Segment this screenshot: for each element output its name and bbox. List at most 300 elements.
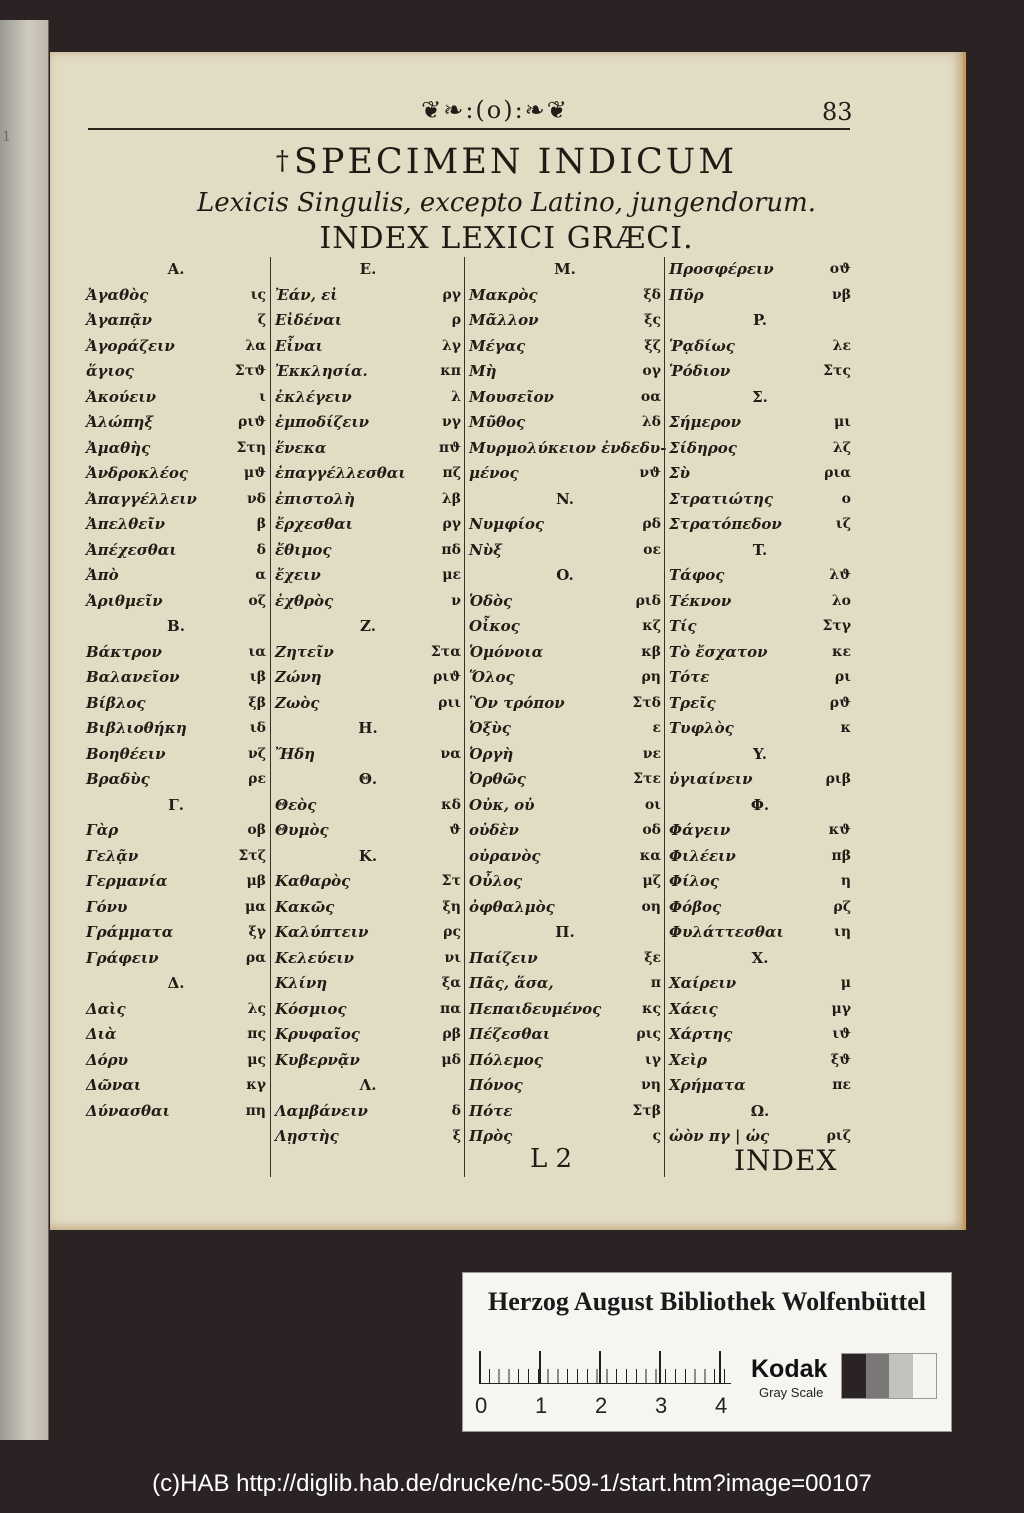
index-letter-heading xyxy=(82,257,270,283)
letter-heading-text: T. xyxy=(752,540,768,559)
index-page-ref: ιγ xyxy=(644,1051,661,1068)
index-page-ref: οϑ xyxy=(829,261,851,277)
index-page-ref: ριϑ xyxy=(433,669,461,685)
index-page-ref: ρια xyxy=(824,465,851,481)
index-page-ref: ρδ xyxy=(642,516,661,532)
headpiece-ornament: ❦❧:(o):❧❦ xyxy=(421,96,569,124)
dagger-mark: † xyxy=(275,146,292,176)
index-page-ref: ργ xyxy=(442,516,461,532)
index-entry xyxy=(465,971,665,997)
index-page-ref: πδ xyxy=(441,541,461,558)
letter-heading-text: M. xyxy=(554,260,576,278)
index-word: Ῥᾳδίως xyxy=(669,336,735,355)
index-word: ἅγιος xyxy=(86,362,134,380)
index-word: Χαίρειν xyxy=(669,974,737,992)
index-page-ref: νϑ xyxy=(639,465,661,481)
index-page-ref: κζ xyxy=(642,618,661,634)
library-label xyxy=(462,1272,952,1432)
index-page-ref: ξδ xyxy=(643,286,661,303)
letter-heading-text: Ω. xyxy=(750,1101,770,1120)
index-page-ref: λα xyxy=(245,337,266,354)
index-page-ref: Στϑ xyxy=(234,363,266,379)
index-word: Βραδὺς xyxy=(86,770,150,788)
index-entry xyxy=(271,461,465,487)
index-word: ὀφθαλμὸς xyxy=(469,897,555,916)
index-page-ref: ξς xyxy=(644,312,661,328)
index-entry xyxy=(82,308,270,334)
index-entry xyxy=(82,767,270,793)
index-page-ref: ριζ xyxy=(826,1128,851,1144)
kodak-logo: Kodak xyxy=(751,1355,828,1383)
signature-mark: L 2 xyxy=(530,1144,573,1174)
index-page-ref: νδ xyxy=(246,490,266,507)
index-word: Σὺ xyxy=(669,464,691,482)
index-page-ref: ις xyxy=(250,286,266,303)
index-page-ref: η xyxy=(840,873,851,889)
index-page-ref: οδ xyxy=(642,822,661,838)
index-page-ref: ν xyxy=(451,592,461,609)
gray-patch xyxy=(913,1354,937,1398)
index-entry xyxy=(271,946,465,972)
index-entry xyxy=(82,640,270,666)
index-entry xyxy=(465,385,665,411)
index-letter-heading xyxy=(271,767,465,793)
index-letter-heading xyxy=(665,742,855,768)
facing-page-edge xyxy=(0,20,49,1440)
index-entry xyxy=(665,818,855,844)
index-page-ref: ρϑ xyxy=(829,694,851,711)
index-page-ref: μς xyxy=(247,1051,266,1068)
index-word: Ζωὸς xyxy=(275,693,320,712)
index-entry xyxy=(665,691,855,717)
index-page-ref: ρς xyxy=(443,924,461,940)
index-word: Καθαρὸς xyxy=(275,872,351,890)
index-entry xyxy=(271,410,465,436)
letter-heading-text: A. xyxy=(167,260,185,278)
index-page-ref: λε xyxy=(832,337,851,354)
index-page-ref: λϑ xyxy=(829,567,851,583)
index-page-ref: μβ xyxy=(246,873,266,889)
index-entry xyxy=(82,920,270,946)
index-entry xyxy=(665,283,855,309)
index-page-ref: μδ xyxy=(441,1051,461,1068)
index-entry xyxy=(465,640,665,666)
index-word: Ἀγοράζειν xyxy=(86,336,175,355)
index-word: Νὺξ xyxy=(469,540,503,559)
index-page-ref: ρζ xyxy=(833,898,851,915)
index-entry xyxy=(465,1073,665,1099)
library-name: Herzog August Bibliothek Wolfenbüttel xyxy=(488,1287,926,1316)
index-word: Ἀγαθὸς xyxy=(86,285,149,304)
index-letter-heading xyxy=(82,971,270,997)
index-page-ref: Στε xyxy=(633,771,661,787)
index-word: Ζητεῖν xyxy=(275,642,334,661)
index-word: Μακρὸς xyxy=(469,285,538,304)
index-letter-heading xyxy=(271,614,465,640)
index-entry xyxy=(665,614,855,640)
index-word: Τὸ ἔσχατον xyxy=(669,642,768,661)
index-entry xyxy=(82,691,270,717)
index-word: Ἀλώπηξ xyxy=(86,413,154,431)
index-word: Μέγας xyxy=(469,336,526,355)
index-word: Ὀργὴ xyxy=(469,744,514,763)
ruler-major-tick xyxy=(539,1351,541,1383)
ruler-digit: 0 xyxy=(475,1393,488,1418)
index-word: Χάρτης xyxy=(669,1025,733,1043)
index-word: Βοηθέειν xyxy=(86,744,166,763)
index-word: Σήμερον xyxy=(669,413,741,431)
index-word: Φιλέειν xyxy=(669,846,736,865)
letter-heading-text: X. xyxy=(751,948,769,967)
index-entry xyxy=(665,971,855,997)
index-word: Θεὸς xyxy=(275,795,317,814)
index-word: Γράφειν xyxy=(86,948,159,967)
index-word: Χρήματα xyxy=(669,1076,746,1094)
index-page-ref: ξη xyxy=(442,898,461,915)
index-word: Τότε xyxy=(669,668,710,686)
index-page-ref: νζ xyxy=(247,745,266,762)
index-entry xyxy=(271,589,465,615)
index-page-ref: λζ xyxy=(832,439,851,456)
ruler-major-tick xyxy=(599,1351,601,1383)
ruler-digits xyxy=(475,1393,735,1421)
index-entry xyxy=(82,997,270,1023)
index-page-ref: ρ xyxy=(451,312,461,328)
index-word: Μᾶλλον xyxy=(469,311,539,329)
index-word: Γερμανία xyxy=(86,872,168,890)
index-page-ref: οε xyxy=(643,541,661,558)
page-number: 83 xyxy=(822,98,853,126)
index-word: Γράμματα xyxy=(86,923,174,941)
index-page-ref: να xyxy=(440,745,461,762)
index-page-ref: ρη xyxy=(641,669,661,685)
index-page-ref: ριι xyxy=(438,694,461,711)
index-page-ref: Στγ xyxy=(822,618,851,634)
index-page-ref: κγ xyxy=(246,1077,266,1093)
index-page-ref: λ xyxy=(451,388,461,405)
index-letter-heading xyxy=(665,1099,855,1125)
index-page-ref: πα xyxy=(439,1000,461,1017)
ruler-digit: 3 xyxy=(655,1393,668,1418)
index-page-ref: κς xyxy=(641,1000,661,1017)
index-entry xyxy=(465,410,665,436)
index-page-ref: δ xyxy=(256,541,266,558)
index-entry xyxy=(271,512,465,538)
index-entry xyxy=(271,385,465,411)
index-word: Κρυφαῖος xyxy=(275,1025,360,1043)
index-word: Δύνασθαι xyxy=(86,1101,170,1120)
index-word: ἔρχεσθαι xyxy=(275,515,353,533)
index-word: Μὴ xyxy=(469,362,497,380)
index-entry xyxy=(271,308,465,334)
index-page-ref: ιϑ xyxy=(832,1026,851,1042)
index-entry xyxy=(465,793,665,819)
index-word: Στρατόπεδον xyxy=(669,515,782,533)
index-page-ref: μι xyxy=(833,414,851,430)
index-word: Ἐκκλησία. xyxy=(275,362,368,380)
index-entry xyxy=(271,538,465,564)
index-page-ref: πβ xyxy=(831,847,851,864)
copyright-caption: (c)HAB http://diglib.hab.de/drucke/nc-509-1/start.htm?image=00107 xyxy=(152,1470,872,1497)
index-word: Οἶκος xyxy=(469,617,520,635)
index-word: Καλύπτειν xyxy=(275,923,369,941)
index-entry xyxy=(82,1048,270,1074)
index-page-ref: νβ xyxy=(831,286,851,303)
index-entry xyxy=(465,334,665,360)
index-page-ref: κ xyxy=(840,720,851,736)
index-page-ref: κβ xyxy=(641,643,661,660)
index-page-ref: ργ xyxy=(442,286,461,303)
index-letter-heading xyxy=(271,257,465,283)
index-word: Πῦρ xyxy=(669,285,704,304)
index-entry xyxy=(271,742,465,768)
index-page-ref: ριϑ xyxy=(238,414,266,430)
ruler-major-tick xyxy=(479,1351,481,1383)
index-page-ref: ρι xyxy=(834,669,851,685)
index-letter-heading xyxy=(665,538,855,564)
index-entry xyxy=(271,997,465,1023)
letter-heading-text: Θ. xyxy=(358,770,378,788)
index-entry xyxy=(271,283,465,309)
index-entry xyxy=(465,946,665,972)
index-entry xyxy=(271,920,465,946)
index-word: Τέκνον xyxy=(669,591,732,610)
index-entry xyxy=(665,334,855,360)
index-entry xyxy=(271,640,465,666)
letter-heading-text: H. xyxy=(358,719,378,737)
index-page-ref: Στα xyxy=(430,643,461,660)
letter-heading-text: N. xyxy=(556,489,574,508)
index-entry xyxy=(82,716,270,742)
index-page-ref: ζ xyxy=(257,312,266,328)
index-page-ref: ογ xyxy=(642,363,661,379)
index-word: ἔθιμος xyxy=(275,540,332,559)
index-word: Χεὶρ xyxy=(669,1050,707,1069)
index-entry xyxy=(665,359,855,385)
index-word: ἐπαγγέλλεσθαι xyxy=(275,464,406,482)
index-entry xyxy=(271,1124,465,1150)
index-word: Λῃστὴς xyxy=(275,1127,339,1145)
index-word: Ἀπελθεῖν xyxy=(86,515,166,533)
letter-heading-text: Z. xyxy=(360,617,376,635)
index-page-ref: ια xyxy=(248,643,266,660)
index-word: Ἀπὸ xyxy=(86,566,119,584)
index-word: Εἶναι xyxy=(275,336,323,355)
index-page-ref: Στη xyxy=(236,439,266,456)
index-page-ref: ξβ xyxy=(248,694,266,711)
index-entry xyxy=(271,334,465,360)
gray-patch xyxy=(889,1354,913,1398)
index-entry xyxy=(665,1022,855,1048)
index-word: μένος xyxy=(469,464,519,482)
index-word: Πότε xyxy=(469,1101,513,1120)
index-page-ref: ιδ xyxy=(249,720,266,736)
index-entry xyxy=(82,895,270,921)
index-word: Δαὶς xyxy=(86,999,126,1018)
index-page-ref: Στδ xyxy=(632,694,661,711)
index-entry xyxy=(665,767,855,793)
index-entry xyxy=(465,767,665,793)
letter-heading-text: Γ. xyxy=(168,795,184,814)
index-word: Λαμβάνειν xyxy=(275,1101,368,1120)
index-entry xyxy=(82,742,270,768)
index-word: ἐχθρὸς xyxy=(275,591,334,610)
letter-heading-text: Φ. xyxy=(750,795,770,814)
index-column-4 xyxy=(664,257,855,1177)
ruler-digit: 2 xyxy=(595,1393,608,1418)
index-word: Γελᾷν xyxy=(86,846,139,865)
index-page-ref: κϑ xyxy=(828,822,851,838)
index-page-ref: ξγ xyxy=(248,924,266,940)
index-entry xyxy=(465,818,665,844)
index-entry xyxy=(465,997,665,1023)
index-word: ἕνεκα xyxy=(275,438,327,457)
index-entry xyxy=(82,946,270,972)
letter-heading-text: P. xyxy=(752,311,768,329)
index-entry xyxy=(465,359,665,385)
index-word: Γόνυ xyxy=(86,897,128,916)
index-entry xyxy=(665,640,855,666)
index-entry xyxy=(271,818,465,844)
index-page-ref: νε xyxy=(642,745,661,762)
index-title: INDEX LEXICI GRÆCI. xyxy=(319,221,694,256)
index-entry xyxy=(271,1099,465,1125)
index-page-ref: πς xyxy=(247,1026,266,1042)
letter-heading-text: Δ. xyxy=(167,974,185,992)
index-page-ref: οβ xyxy=(247,822,266,838)
index-page-ref: ιβ xyxy=(249,669,266,685)
index-page-ref: λγ xyxy=(441,337,461,354)
index-page-ref: οι xyxy=(644,796,661,813)
index-entry xyxy=(665,997,855,1023)
gray-scale-patches xyxy=(841,1353,937,1399)
index-entry xyxy=(271,563,465,589)
index-entry xyxy=(465,1048,665,1074)
index-entry xyxy=(82,359,270,385)
index-word: Βιβλιοθήκη xyxy=(86,719,187,737)
index-word: Πεπαιδευμένος xyxy=(469,999,602,1018)
index-word: Τάφος xyxy=(669,566,725,584)
index-word: Οὖλος xyxy=(469,872,523,890)
index-entry xyxy=(465,308,665,334)
index-page-ref: ιζ xyxy=(835,516,851,532)
index-entry xyxy=(665,869,855,895)
index-entry xyxy=(82,589,270,615)
index-page-ref: ριβ xyxy=(825,771,851,787)
index-entry xyxy=(82,1073,270,1099)
ruler-digit: 1 xyxy=(535,1393,548,1418)
index-page-ref: Στζ xyxy=(238,847,266,864)
index-word: Ὁμόνοια xyxy=(469,642,544,661)
index-page-ref: μϑ xyxy=(243,465,266,481)
heading-text: SPECIMEN INDICUM xyxy=(293,142,738,182)
index-page-ref: ξϑ xyxy=(830,1051,851,1068)
letter-heading-text: Λ. xyxy=(359,1076,377,1094)
index-entry xyxy=(82,283,270,309)
index-word: Φυλάττεσθαι xyxy=(669,923,784,941)
index-entry xyxy=(82,818,270,844)
index-entry xyxy=(82,1099,270,1125)
index-entry xyxy=(465,283,665,309)
index-entry xyxy=(665,487,855,513)
index-page-ref: μζ xyxy=(642,873,661,889)
index-word: Οὐκ, οὐ xyxy=(469,795,535,814)
index-entry xyxy=(82,538,270,564)
index-entry xyxy=(665,589,855,615)
index-entry xyxy=(271,895,465,921)
index-word: Ἀνδροκλέος xyxy=(86,464,189,482)
index-page-ref: ριδ xyxy=(635,592,661,609)
index-entry xyxy=(665,512,855,538)
index-entry xyxy=(665,563,855,589)
index-entry xyxy=(465,742,665,768)
index-entry xyxy=(271,691,465,717)
index-page-ref: νι xyxy=(444,949,461,966)
index-word: Πρὸς xyxy=(469,1127,513,1145)
index-word: Παίζειν xyxy=(469,948,538,967)
index-word: Ἀριθμεῖν xyxy=(86,591,163,610)
index-page-ref: ιη xyxy=(834,924,851,940)
index-word: ἐμποδίζειν xyxy=(275,413,370,431)
index-letter-heading xyxy=(665,308,855,334)
index-page-ref: ϑ xyxy=(449,822,461,838)
index-entry xyxy=(271,1022,465,1048)
ruler-digit: 4 xyxy=(715,1393,728,1418)
index-entry xyxy=(82,385,270,411)
index-entry xyxy=(465,614,665,640)
index-word: Ἀκούειν xyxy=(86,387,157,406)
index-page-ref: κα xyxy=(639,847,661,864)
index-entry xyxy=(271,971,465,997)
index-word: Κλίνη xyxy=(275,974,328,992)
index-word: Διὰ xyxy=(86,1025,117,1043)
index-entry xyxy=(271,1048,465,1074)
index-entry xyxy=(271,436,465,462)
index-page-ref: κδ xyxy=(441,796,461,813)
index-entry xyxy=(465,844,665,870)
index-table xyxy=(82,257,854,1177)
index-page-ref: ξε xyxy=(644,949,661,966)
catchword: INDEX xyxy=(734,1144,838,1177)
index-page-ref: ξζ xyxy=(644,337,661,354)
index-word: Ἐάν, εἰ xyxy=(275,285,338,304)
index-word: Πέζεσθαι xyxy=(469,1025,551,1043)
index-word: Βάκτρον xyxy=(86,642,162,661)
index-entry xyxy=(82,410,270,436)
index-letter-heading xyxy=(465,920,665,946)
header-rule xyxy=(88,128,850,130)
index-entry xyxy=(82,1022,270,1048)
index-entry xyxy=(465,461,665,487)
index-entry xyxy=(82,665,270,691)
index-entry xyxy=(465,665,665,691)
index-letter-heading xyxy=(665,385,855,411)
index-page-ref: ρις xyxy=(636,1026,661,1042)
index-entry xyxy=(665,1073,855,1099)
index-entry xyxy=(465,869,665,895)
index-word: Ἀπέχεσθαι xyxy=(86,540,177,559)
page-title xyxy=(50,142,963,182)
index-page-ref: λς xyxy=(247,1000,266,1017)
ruler-major-tick xyxy=(659,1351,661,1383)
index-page-ref: Στ xyxy=(441,873,461,889)
index-word: Δόρυ xyxy=(86,1050,129,1069)
index-letter-heading xyxy=(82,614,270,640)
index-page-ref: μγ xyxy=(831,1000,851,1017)
index-entry xyxy=(665,461,855,487)
index-entry xyxy=(271,665,465,691)
index-entry xyxy=(271,359,465,385)
